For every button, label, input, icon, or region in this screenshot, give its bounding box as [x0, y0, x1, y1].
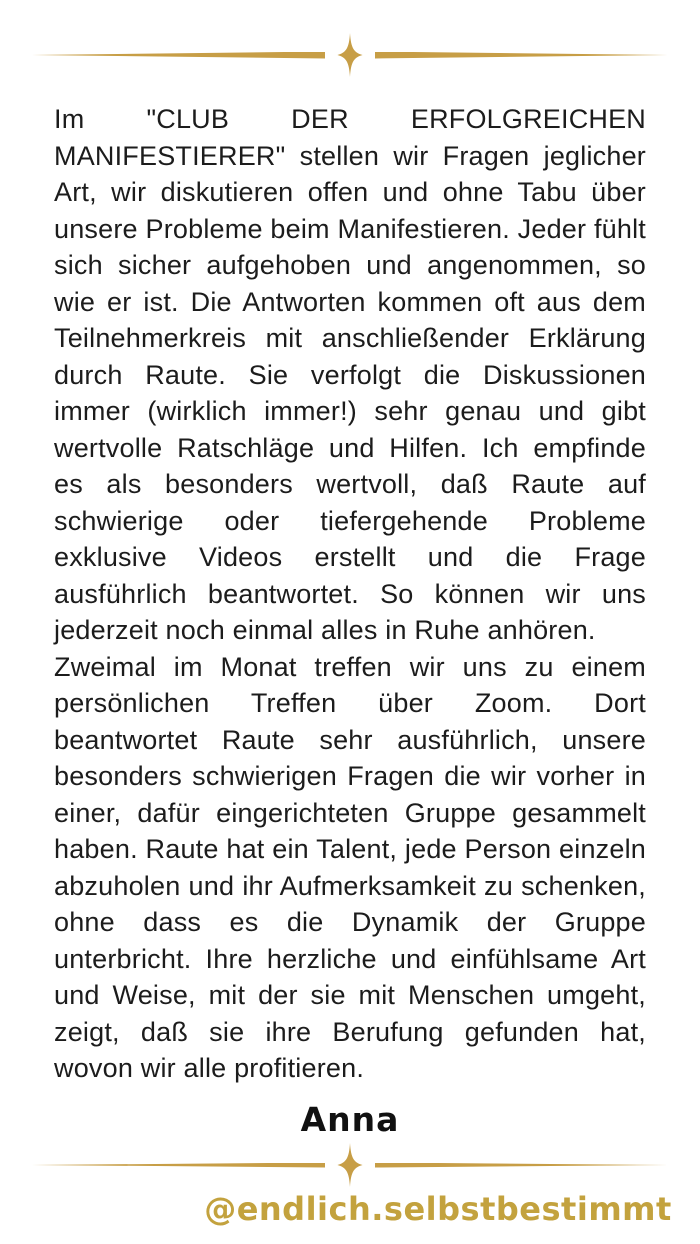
bottom-divider-line-left	[32, 1163, 325, 1168]
testimonial-paragraph-2: Zweimal im Monat treffen wir uns zu einem persönlichen Treffen über Zoom. Dort beantwortet Raute sehr ausführlich, unsere besonders schwierigen Fragen die wir vorher in einer, dafür eingerichteten Gruppe gesammelt haben. Raute hat ein Talent, jede Person einzeln abzuholen und ihr Aufmerksamkeit zu schenken, ohne dass es die Dynamik der Gruppe unterbricht. Ihre herzliche und einfühlsame Art und Weise, mit der sie mit Menschen umgeht, zeigt, daß sie ihre Berufung gefunden hat, wovon wir alle profitieren.	[54, 651, 646, 1083]
bottom-divider-line-right	[375, 1163, 668, 1168]
sparkle-star-icon	[336, 1143, 364, 1187]
top-divider-line-left	[32, 52, 325, 59]
sparkle-star-icon	[336, 33, 364, 77]
signature: Anna	[300, 1100, 400, 1139]
top-divider	[32, 33, 668, 77]
bottom-divider	[32, 1143, 668, 1187]
testimonial-paragraph-1: Im "CLUB DER ERFOLGREICHEN MANIFESTIERER" stellen wir Fragen jeglicher Art, wir diskutieren offen und ohne Tabu über unsere Probleme beim Manifestieren. Jeder fühlt sich sicher aufgehoben und angenommen, so wie er ist. Die Antworten kommen oft aus dem Teilnehmerkreis mit anschließender Erklärung durch Raute. Sie verfolgt die Diskussionen immer (wirklich immer!) sehr genau und gibt wertvolle Ratschläge und Hilfen. Ich empfinde es als besonders wertvoll, daß Raute auf schwierige oder tiefergehende Probleme exklusive Videos erstellt und die Frage ausführlich beantwortet. So können wir uns jederzeit noch einmal alles in Ruhe anhören.	[54, 104, 646, 645]
testimonial-text-block	[54, 101, 646, 1087]
instagram-handle: @endlich.selbstbestimmt	[204, 1190, 672, 1228]
top-divider-line-right	[375, 52, 668, 59]
